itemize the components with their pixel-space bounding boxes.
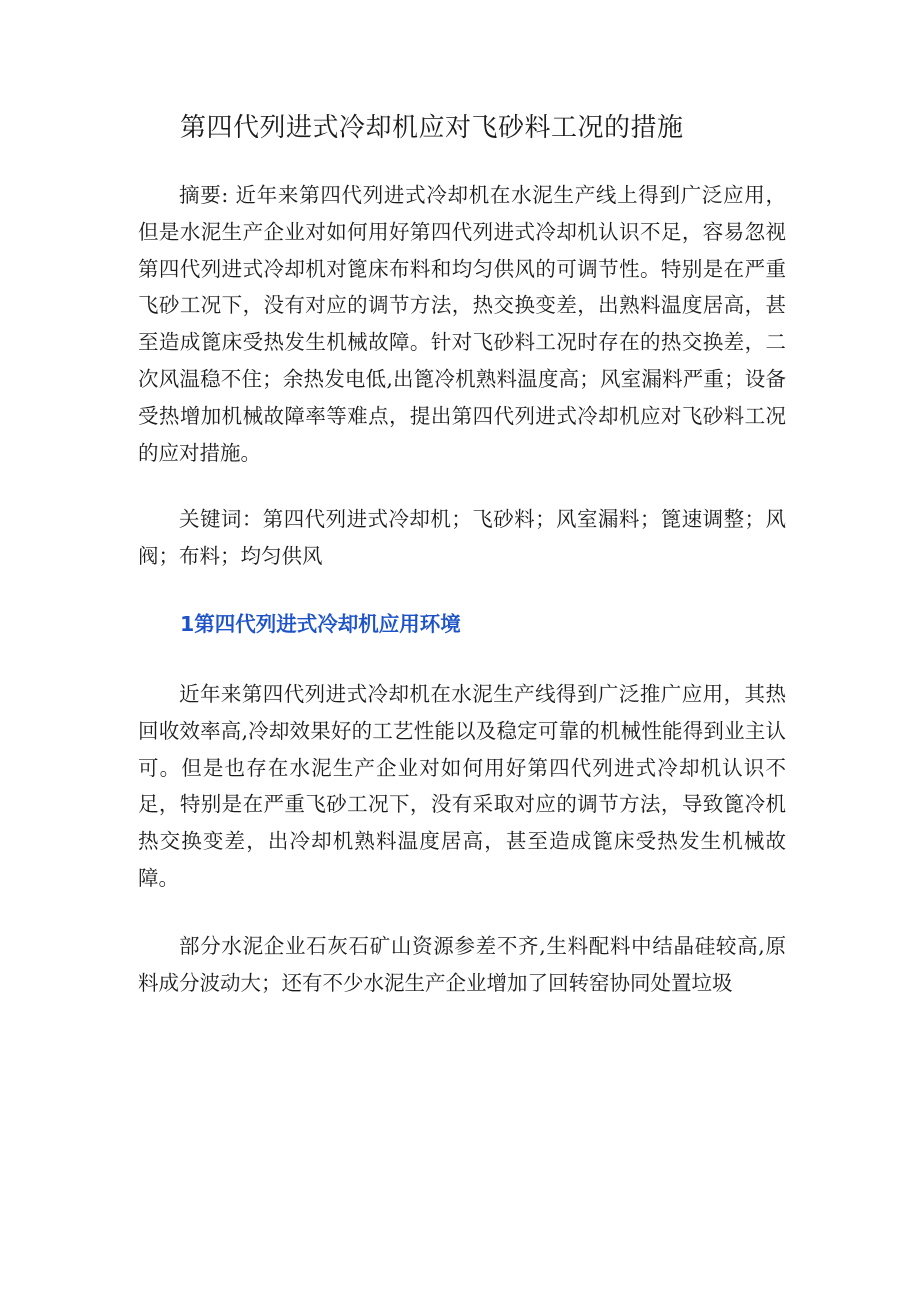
abstract-paragraph: 摘要: 近年来第四代列进式冷却机在水泥生产线上得到广泛应用，但是水泥生产企业对如何用好第四代列进式冷却机认识不足，容易忽视第四代列进式冷却机对篦床布料和均匀供风的可调节性。特别是在严重飞砂工况下，没有对应的调节方法，热交换变差，出熟料温度居高，甚至造成篦床受热发生机械故障。针对飞砂料工况时存在的热交换差，二次风温稳不住；余热发电低,出篦冷机熟料温度高；风室漏料严重；设备受热增加机械故障率等难点，提出第四代列进式冷却机应对飞砂料工况的应对措施。 — [138, 183, 786, 465]
keywords-paragraph: 关键词：第四代列进式冷却机；飞砂料；风室漏料；篦速调整；风阀；布料；均匀供风 — [138, 507, 786, 569]
body-paragraph-1: 近年来第四代列进式冷却机在水泥生产线得到广泛推广应用，其热回收效率高,冷却效果好的工艺性能以及稳定可靠的机械性能得到业主认可。但是也存在水泥生产企业对如何用好第四代列进式冷却机认识不足，特别是在严重飞砂工况下，没有采取对应的调节方法，导致篦冷机热交换变差，出冷却机熟料温度居高，甚至造成篦床受热发生机械故障。 — [138, 681, 786, 890]
body-paragraph-2: 部分水泥企业石灰石矿山资源参差不齐,生料配料中结晶硅较高,原料成分波动大；还有不少水泥生产企业增加了回转窑协同处置垃圾 — [138, 933, 786, 995]
document-title: 第四代列进式冷却机应对飞砂料工况的措施 — [180, 113, 684, 143]
document-page — [138, 110, 786, 1001]
section-heading: 1第四代列进式冷却机应用环境 — [180, 611, 461, 636]
